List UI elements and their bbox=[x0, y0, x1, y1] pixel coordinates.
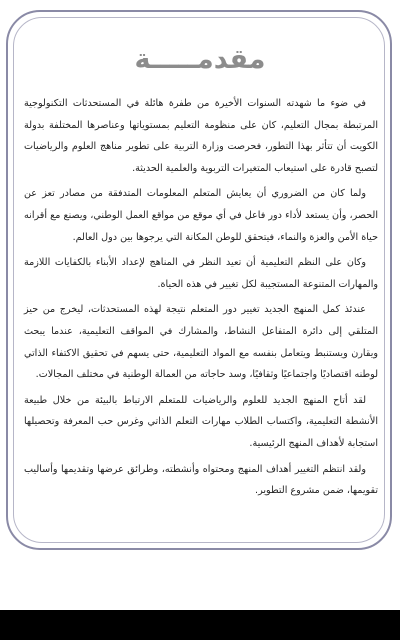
bottom-black-bar bbox=[0, 610, 400, 640]
paragraph-1: في ضوء ما شهدته السنوات الأخيرة من طفرة هائلة في المستحدثات التكنولوجية المرتبطة بمجال التعليم، كان على منظومة التعليم بمستوياتها وعناصرها المختلفة بدولة الكويت أن تتأثر بهذا التطور، فحرصت وزارة التربية على تطوير مناهج العلوم والرياضيات لتصبح قادرة على استيعاب المتغيرات التربوية والعلمية الحديثة. bbox=[24, 98, 378, 174]
paragraph-6: ولقد انتظم التغيير أهداف المنهج ومحتواه وأنشطته، وطرائق عرضها وتقديمها وأساليب تقويمها، ضمن مشروع التطوير. bbox=[24, 463, 378, 497]
paragraph-3: وكان على النظم التعليمية أن تعيد النظر في المناهج لإعداد الأبناء بالكفايات اللازمة والمهارات المتنوعة المستجيبة لكل تغيير في هذه الحياة. bbox=[24, 257, 378, 290]
paragraph-4: عندئذ كمل المنهج الجديد تغيير دور المتعلم نتيجة لهذه المستحدثات، ليخرج من حيز المتلقي إلى دائرة المتفاعل النشاط، والمشارك في المواقف التعليمية، عندما يبحث ويقارن ويستنبط ويتعامل بنفسه مع المواد التعليمية، حتى يسهم في تحقيق الاكتفاء الذاتي لوطنه اقتصاديًا واجتماعيًا وثقافيًا، وسد حاجاته من العمالة الوطنية في مختلف المجالات. bbox=[24, 304, 378, 381]
paragraph-2: ولما كان من الضروري أن يعايش المتعلم المعلومات المتدفقة من مصادر تعز عن الحصر، وأن يستعد لأداء دور فاعل في أي موقع من مواقع العمل الوطني، ويصنع مع أقرانه حياة الأمن والعزة والنماء، فيتحقق للوطن المكانة التي يرجوها بين دول العالم. bbox=[24, 188, 378, 243]
intro-text bbox=[24, 93, 378, 506]
page-title: مقدمـــــة bbox=[134, 44, 266, 75]
paragraph-5: لقد أتاح المنهج الجديد للعلوم والرياضيات للمتعلم الارتباط بالبيئة من خلال طبيعة الأنشطة التعليمية، واكتساب الطلاب مهارات التعلم الذاتي وغرس حب المعرفة وتحصيلها استجابة لأهداف المنهج الرئيسية. bbox=[24, 394, 378, 449]
